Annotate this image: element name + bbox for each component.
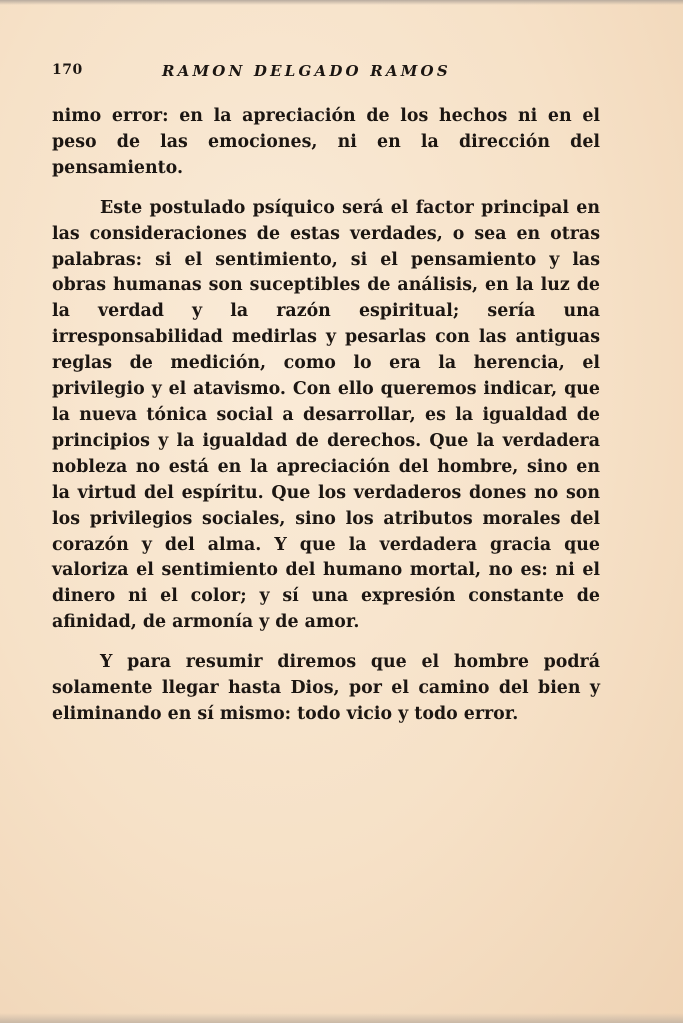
page-number: 170 — [52, 62, 83, 78]
paragraph-conclusion: Y para resumir diremos que el hombre podrá solamente llegar hasta Dios, por el camino del bien y eliminando en sí mismo: todo vicio y todo error. — [52, 652, 600, 724]
paragraph-postulado: Este postulado psíquico será el factor principal en las consideraciones de estas verdades, o sea en otras palabras: si el sentimiento, si el pensamiento y las obras humanas son suceptibles de análisis, en la luz de la verdad y la razón espiritual; sería una irresponsabilidad medirlas y pesarlas con las antiguas reglas de medición, como lo era la herencia, el privilegio y el atavismo. Con ello queremos indicar, que la nueva tónica social a desarrollar, es la igualdad de principios y la igualdad de derechos. Que la verdadera nobleza no está en la apreciación del hombre, sino en la virtud del espíritu. Que los verdaderos dones no son los privilegios sociales, sino los atributos morales del corazón y del alma. Y que la verdadera gracia que valoriza el sentimiento del humano mortal, no es: ni el dinero ni el color; y sí una expresión constante de afinidad, de armonía y de amor. — [52, 197, 600, 633]
page-top-edge — [0, 0, 683, 5]
paragraph-continuation: nimo error: en la apreciación de los hechos ni en el peso de las emociones, ni en la dirección del pensamiento. — [52, 106, 600, 178]
page-bottom-edge — [0, 1013, 683, 1023]
body-text — [52, 104, 600, 728]
page-header — [52, 62, 612, 86]
running-head: RAMON DELGADO RAMOS — [162, 62, 451, 80]
